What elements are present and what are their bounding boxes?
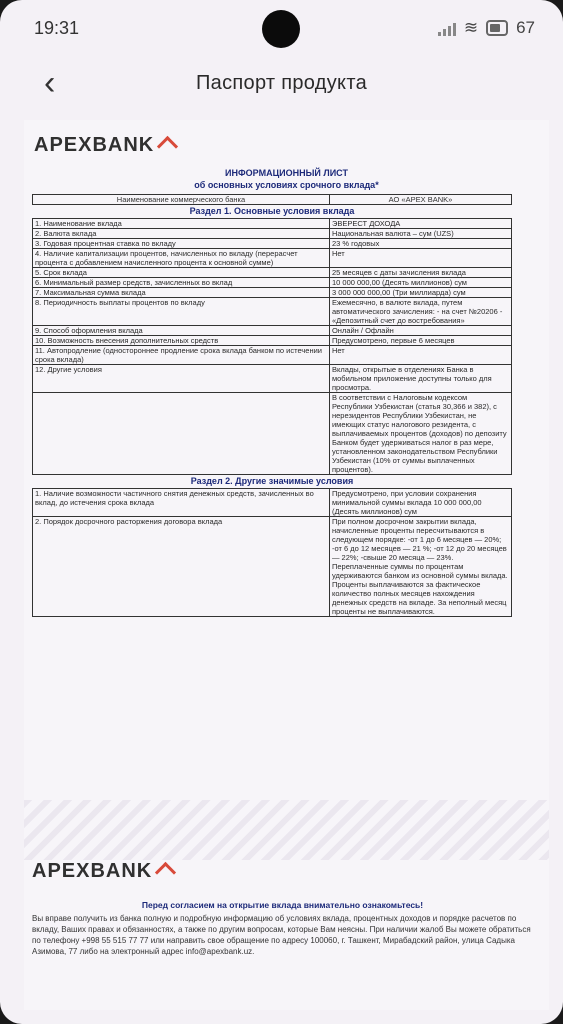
row-value: Онлайн / Офлайн [329,326,511,336]
logo-mark-icon [158,137,176,155]
table-row [33,489,512,517]
row-value: 23 % годовых [329,239,511,249]
row-label: 6. Минимальный размер средств, зачисленных во вклад [33,278,330,288]
table-row [33,517,512,617]
row-value: 3 000 000 000,00 (Три миллиарда) сум [329,288,511,298]
table-row [33,346,512,365]
notice-text: Вы вправе получить из банка полную и подробную информацию об условиях вклада, процентных доходов и порядке расчетов по вкладу, Ваших правах и обязанностях, а также по другим вопросам, которые Вам неясны. При наличии жалоб Вы можете обратиться по телефону +998 55 515 77 77 или направить свое обращение по адресу 100060, г. Ташкент, Мирабадский район, улица Садыка Азимова, 77 либо на электронный адрес info@apexbank.uz. [32,914,531,956]
page-title: Паспорт продукта [196,72,367,94]
section-1-title: Раздел 1. Основные условия вклада [189,206,355,216]
doc-subtitle: об основных условиях срочного вклада* [194,180,379,190]
product-passport-document[interactable] [24,120,549,1010]
back-button[interactable]: ‹ [44,64,56,102]
wifi-icon: ≋ [463,18,479,37]
apexbank-logo: APEXBANK [34,134,176,157]
row-label: 11. Автопродление (одностороннее продление срока вклада банком по истечении срока вклада) [33,346,330,365]
row-value: Вклады, открытые в отделениях Банка в мобильном приложение доступны только для просмотра. [329,365,511,393]
table-row [33,298,512,326]
table-row [33,229,512,239]
table-row [33,239,512,249]
decorative-pattern [24,800,549,860]
status-time: 19:31 [34,18,80,38]
table-row [33,365,512,393]
table-row [33,268,512,278]
table-row [33,393,512,475]
row-value: ЭВЕРЕСТ ДОХОДА [329,219,511,229]
table-row [33,249,512,268]
front-camera [262,10,300,48]
table-row [33,288,512,298]
row-label: 10. Возможность внесения дополнительных средств [33,336,330,346]
row-value: 10 000 000,00 (Десять миллионов) сум [329,278,511,288]
row-value: Нет [329,346,511,365]
row-label: 1. Наименование вклада [33,219,330,229]
row-label: 8. Периодичность выплаты процентов по вкладу [33,298,330,326]
row-label: 2. Порядок досрочного расторжения договора вклада [33,517,330,617]
row-value: 25 месяцев с даты зачисления вклада [329,268,511,278]
row-label: 9. Способ оформления вклада [33,326,330,336]
battery-level: 67 [516,18,535,37]
row-value: Предусмотрено, при условии сохранения минимальной суммы вклада 10 000 000,00 (Десять миллионов) сум [329,489,511,517]
row-label [33,393,330,475]
row-label: 2. Валюта вклада [33,229,330,239]
table-head-row: Наименование коммерческого банка АО «APEX BANK» [33,195,512,205]
row-label: 7. Максимальная сумма вклада [33,288,330,298]
row-value: В соответствии с Налоговым кодексом Республики Узбекистан (статья 30,366 и 382), с нерезидентов Республики Узбекистан, не имеющих статус налогового резидента, с выплачиваемых процентов (доходов) по депозиту Банком будет удерживаться налог в раз мере, установленном законодательством Республики Узбекистан (10% от суммы выплаченных процентов). [329,393,511,475]
signal-icon [438,20,456,36]
logo-mark-icon [156,863,174,881]
notice-title: Перед согласием на открытие вклада внимательно ознакомьтесь! [141,900,424,910]
conditions-table [32,194,512,617]
battery-icon [486,20,508,36]
table-row [33,278,512,288]
row-value: Ежемесячно, в валюте вклада, путем автоматического зачисления: - на счет №20206 - «Депозитный счет до востребования» [329,298,511,326]
status-icons [438,18,535,38]
row-value: Нет [329,249,511,268]
row-value: При полном досрочном закрытии вклада, начисленные проценты пересчитываются в следующем порядке: -от 1 до 6 месяцев — 20%; -от 6 до 12 месяцев — 21 %; -от 12 до 20 месяцев — 22%; -свыше 20 месяца — 23%. Переплаченные суммы по процентам удерживаются банком из основной суммы вклада. Проценты выплачиваются за фактическое количество полных месяцев нахождения денежных средств на вкладе. За неполный месяц проценты не выплачиваются. [329,517,511,617]
row-value: Предусмотрено, первые 6 месяцев [329,336,511,346]
row-label: 1. Наличие возможности частичного снятия денежных средств, зачисленных во вклад, до истечения срока вклада [33,489,330,517]
table-row [33,219,512,229]
doc-title: ИНФОРМАЦИОННЫЙ ЛИСТ [225,168,348,178]
status-bar [0,0,563,56]
apexbank-logo-bottom: APEXBANK [32,860,174,883]
row-label: 4. Наличие капитализации процентов, начисленных по вкладу (перерасчет процента с добавлением начисленного процента к основной сумме) [33,249,330,268]
row-label: 3. Годовая процентная ставка по вкладу [33,239,330,249]
notice-block [32,900,533,957]
row-label: 5. Срок вклада [33,268,330,278]
app-header [0,60,563,110]
row-label: 12. Другие условия [33,365,330,393]
table-row [33,336,512,346]
row-value: Национальная валюта – сум (UZS) [329,229,511,239]
section-2-title: Раздел 2. Другие значимые условия [190,476,354,486]
table-row [33,326,512,336]
